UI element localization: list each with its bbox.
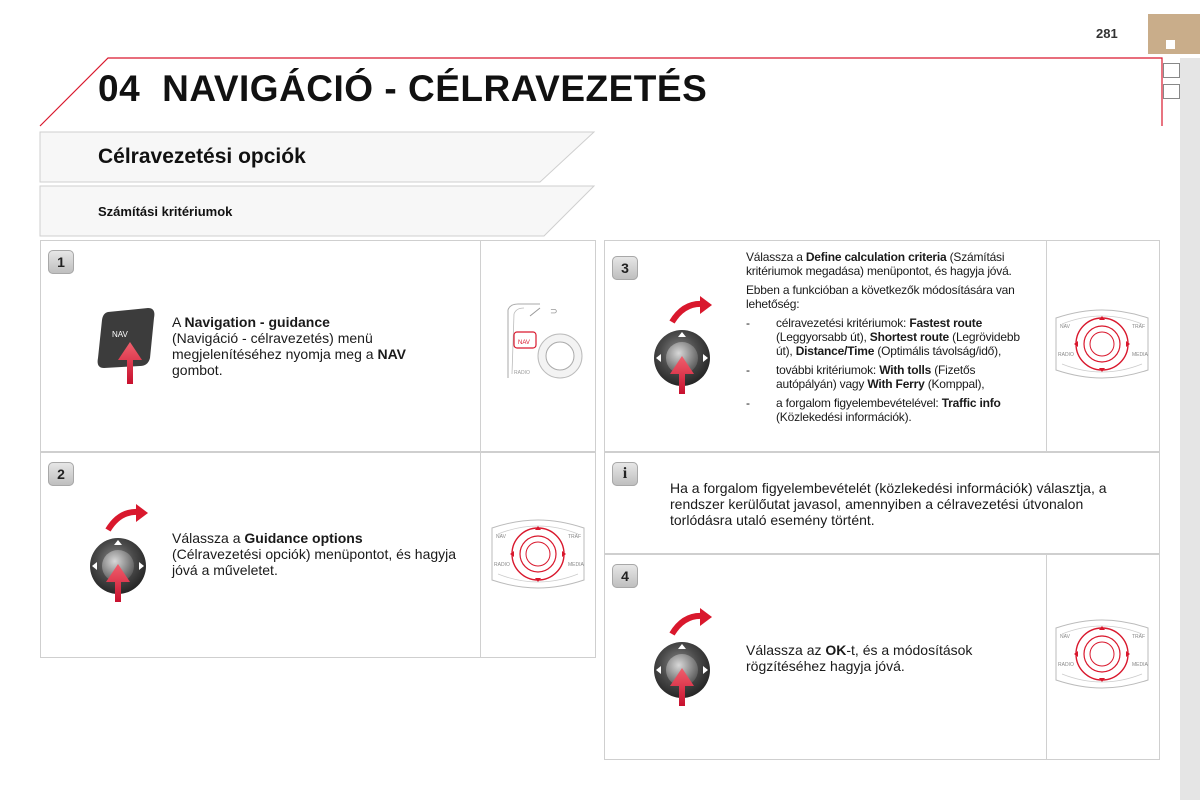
panel-divider — [1046, 554, 1047, 760]
chapter-number: 04 — [98, 68, 141, 109]
chapter-tab-active[interactable] — [1148, 14, 1200, 54]
step-badge-1: 1 — [48, 250, 74, 274]
console-knob-illustration — [1050, 304, 1154, 384]
criteria-item-extra: - további kritériumok: With tolls (Fizetős autópályán) vagy With Ferry (Komppal), — [746, 363, 985, 391]
guidance-options-label: Guidance options — [244, 530, 363, 546]
tab-square-icon — [1166, 40, 1175, 49]
step-badge-4: 4 — [612, 564, 638, 588]
nav-button-icon — [94, 306, 160, 386]
criteria-item-traffic: - a forgalom figyelembevételével: Traffic info (Közlekedési információk). — [746, 396, 1001, 424]
svg-text:NAV: NAV — [518, 340, 530, 346]
chapter-tab[interactable] — [1163, 63, 1180, 78]
console-knob-illustration — [486, 514, 590, 594]
step-2-text: Válassza a Guidance options (Célravezetési opciók) menüpontot, és hagyja jóvá a műveletet. — [172, 530, 457, 578]
info-icon: i — [612, 462, 638, 486]
svg-text:NAV: NAV — [1060, 324, 1070, 330]
panel-divider — [480, 240, 481, 452]
svg-text:MEDIA: MEDIA — [1132, 352, 1148, 358]
svg-text:RADIO: RADIO — [514, 370, 530, 376]
svg-text:RADIO: RADIO — [1058, 352, 1074, 358]
svg-text:MEDIA: MEDIA — [1132, 662, 1148, 668]
define-criteria-label: Define calculation criteria — [805, 250, 947, 264]
svg-text:TRAF: TRAF — [1132, 634, 1146, 640]
step-4-text: Válassza az OK-t, és a módosítások rögzítéséhez hagyja jóvá. — [746, 642, 973, 674]
step-badge-3: 3 — [612, 256, 638, 280]
page-title — [98, 68, 707, 110]
rotate-arrow-icon — [700, 608, 712, 626]
rotary-knob-icon — [650, 608, 720, 708]
svg-text:MEDIA: MEDIA — [568, 562, 584, 568]
page-number: 281 — [1096, 26, 1118, 41]
svg-text:TRAF: TRAF — [568, 534, 582, 540]
panel-divider — [480, 452, 481, 658]
panel-divider — [1046, 240, 1047, 452]
svg-text:NAV: NAV — [496, 534, 506, 540]
nav-button-label: NAV — [112, 330, 128, 339]
section-title: Célravezetési opciók — [98, 145, 306, 168]
step-3-intro: Válassza a Define calculation criteria (Számítási kritériumok megadása) menüpontot, és hagyja jóvá. — [746, 250, 1012, 278]
rotate-arrow-icon — [700, 296, 712, 314]
rotary-knob-icon — [86, 504, 156, 604]
rotate-arrow-icon — [136, 504, 148, 522]
console-knob-illustration — [1050, 614, 1154, 694]
svg-text:RADIO: RADIO — [1058, 662, 1074, 668]
rotary-knob-icon — [650, 296, 720, 396]
svg-text:TRAF: TRAF — [1132, 324, 1146, 330]
criteria-item-route: - célravezetési kritériumok: Fastest route (Leggyorsabb út), Shortest route (Legrövidebb út), Distance/Time (Optimális távolság/idő), — [746, 316, 1020, 358]
chapter-tab[interactable] — [1163, 84, 1180, 99]
step-badge-2: 2 — [48, 462, 74, 486]
nav-label: NAV — [377, 346, 406, 362]
subsection-title: Számítási kritériumok — [98, 204, 233, 219]
ok-label: OK — [825, 642, 847, 658]
svg-text:RADIO: RADIO — [494, 562, 510, 568]
step-3-para: Ebben a funkcióban a következők módosítására van lehetőség: — [746, 283, 1015, 311]
svg-text:⊃: ⊃ — [550, 306, 558, 316]
svg-text:NAV: NAV — [1060, 634, 1070, 640]
page-edge-strip — [1180, 58, 1200, 800]
console-nav-illustration — [500, 296, 586, 382]
step-1-text: A Navigation - guidance (Navigáció - célravezetés) menü megjelenítéséhez nyomja meg a NAV gombot. — [172, 314, 406, 378]
info-text: Ha a forgalom figyelembevételét (közlekedési információk) választja, a rendszer kerülőutat javasol, amennyiben a célravezetési útvonalon torlódásra utaló esemény történt. — [670, 480, 1107, 528]
chapter-title: NAVIGÁCIÓ - CÉLRAVEZETÉS — [162, 68, 708, 109]
step-3-text — [746, 250, 1038, 424]
navigation-guidance-label: Navigation - guidance — [184, 314, 330, 330]
